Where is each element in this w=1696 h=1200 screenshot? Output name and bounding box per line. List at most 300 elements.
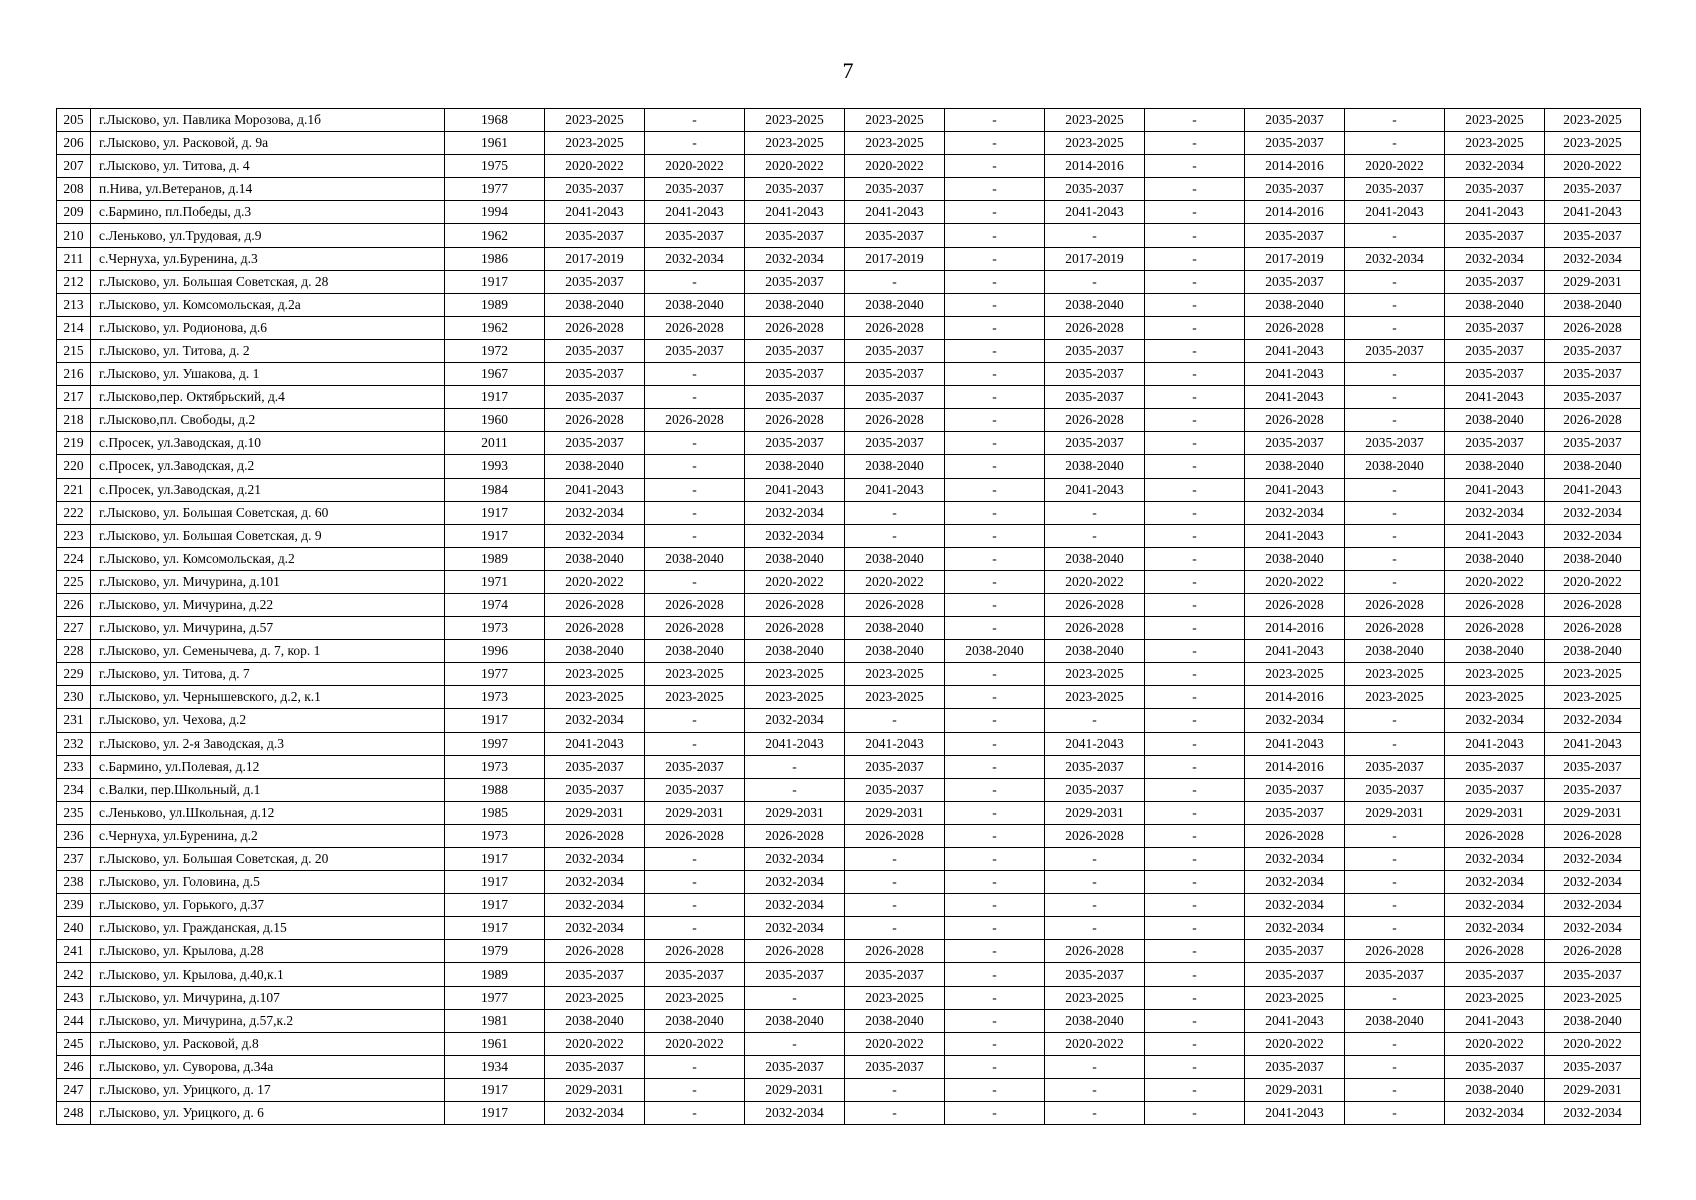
period-cell: 2035-2037 [745,339,845,362]
table-row [57,617,1641,640]
period-cell: 2029-2031 [645,801,745,824]
table-row [57,848,1641,871]
row-number-cell: 224 [57,547,91,570]
period-cell: 2026-2028 [1245,316,1345,339]
year-cell: 1934 [445,1055,545,1078]
row-number-cell: 220 [57,455,91,478]
period-cell: 2041-2043 [1245,1009,1345,1032]
year-cell: 1962 [445,316,545,339]
period-cell: - [1145,871,1245,894]
period-cell: 2032-2034 [745,848,845,871]
period-cell: - [645,109,745,132]
period-cell: - [745,1032,845,1055]
period-cell: 2035-2037 [845,755,945,778]
period-cell: 2035-2037 [1245,224,1345,247]
row-number-cell: 248 [57,1102,91,1125]
period-cell: 2038-2040 [1345,455,1445,478]
period-cell: 2026-2028 [1345,940,1445,963]
period-cell: 2041-2043 [1245,1102,1345,1125]
period-cell: 2026-2028 [745,617,845,640]
period-cell: 2032-2034 [1545,1102,1641,1125]
period-cell: 2026-2028 [545,940,645,963]
period-cell: - [945,432,1045,455]
period-cell: 2026-2028 [1245,824,1345,847]
period-cell: - [945,709,1045,732]
row-number-cell: 232 [57,732,91,755]
period-cell: 2038-2040 [645,640,745,663]
period-cell: 2023-2025 [745,686,845,709]
row-number-cell: 243 [57,986,91,1009]
year-cell: 1979 [445,940,545,963]
period-cell: 2020-2022 [745,570,845,593]
period-cell: 2038-2040 [1345,640,1445,663]
table-row [57,178,1641,201]
period-cell: 2035-2037 [1045,386,1145,409]
year-cell: 1971 [445,570,545,593]
period-cell: - [1345,224,1445,247]
period-cell: 2032-2034 [545,501,645,524]
period-cell: 2038-2040 [1045,455,1145,478]
period-cell: - [645,1055,745,1078]
period-cell: - [1145,824,1245,847]
period-cell: 2041-2043 [1245,524,1345,547]
period-cell: - [1345,570,1445,593]
period-cell: 2029-2031 [1045,801,1145,824]
period-cell: - [645,524,745,547]
period-cell: - [945,178,1045,201]
period-cell: 2041-2043 [1545,732,1641,755]
period-cell: 2041-2043 [1045,201,1145,224]
period-cell: - [945,547,1045,570]
address-cell: г.Лысково, ул. Суворова, д.34а [91,1055,445,1078]
period-cell: 2041-2043 [1245,732,1345,755]
table-row [57,155,1641,178]
row-number-cell: 208 [57,178,91,201]
row-number-cell: 227 [57,617,91,640]
period-cell: 2035-2037 [1345,755,1445,778]
period-cell: - [1345,848,1445,871]
row-number-cell: 240 [57,917,91,940]
period-cell: 2032-2034 [745,917,845,940]
period-cell: - [645,270,745,293]
year-cell: 1917 [445,270,545,293]
address-cell: с.Чернуха, ул.Буренина, д.2 [91,824,445,847]
period-cell: 2020-2022 [645,1032,745,1055]
period-cell: 2023-2025 [545,686,645,709]
period-cell: 2026-2028 [545,617,645,640]
year-cell: 2011 [445,432,545,455]
period-cell: 2035-2037 [1345,432,1445,455]
period-cell: 2041-2043 [1445,524,1545,547]
period-cell: - [645,478,745,501]
period-cell: 2041-2043 [1245,386,1345,409]
year-cell: 1917 [445,871,545,894]
period-cell: 2041-2043 [1445,386,1545,409]
period-cell: - [1345,409,1445,432]
address-cell: г.Лысково, ул. Мичурина, д.22 [91,593,445,616]
period-cell: 2038-2040 [1445,455,1545,478]
address-cell: г.Лысково, ул. Титова, д. 4 [91,155,445,178]
period-cell: 2026-2028 [545,593,645,616]
period-cell: 2041-2043 [1345,201,1445,224]
period-cell: 2041-2043 [745,478,845,501]
period-cell: 2035-2037 [645,178,745,201]
period-cell: 2023-2025 [845,663,945,686]
period-cell: 2020-2022 [545,1032,645,1055]
period-cell: 2020-2022 [845,570,945,593]
period-cell: 2014-2016 [1245,686,1345,709]
row-number-cell: 221 [57,478,91,501]
year-cell: 1972 [445,339,545,362]
period-cell: - [1145,455,1245,478]
period-cell: 2035-2037 [1345,963,1445,986]
year-cell: 1973 [445,617,545,640]
row-number-cell: 236 [57,824,91,847]
period-cell: 2014-2016 [1245,201,1345,224]
period-cell: - [1145,201,1245,224]
period-cell: - [1145,501,1245,524]
period-cell: 2035-2037 [1545,1055,1641,1078]
year-cell: 1973 [445,686,545,709]
period-cell: - [1345,917,1445,940]
period-cell: - [1045,501,1145,524]
row-number-cell: 206 [57,132,91,155]
period-cell: 2038-2040 [1045,1009,1145,1032]
period-cell: 2032-2034 [1445,848,1545,871]
period-cell: 2020-2022 [1545,1032,1641,1055]
period-cell: - [1345,1102,1445,1125]
table-row [57,224,1641,247]
period-cell: 2032-2034 [1445,894,1545,917]
period-cell: 2035-2037 [1245,132,1345,155]
row-number-cell: 230 [57,686,91,709]
address-cell: г.Лысково,пер. Октябрьский, д.4 [91,386,445,409]
period-cell: 2026-2028 [845,940,945,963]
table-row [57,363,1641,386]
period-cell: - [945,524,1045,547]
period-cell: 2035-2037 [845,1055,945,1078]
period-cell: - [1145,732,1245,755]
period-cell: 2035-2037 [745,224,845,247]
period-cell: 2026-2028 [745,593,845,616]
period-cell: 2017-2019 [845,247,945,270]
period-cell: 2020-2022 [1245,1032,1345,1055]
period-cell: - [1045,1078,1145,1101]
period-cell: 2020-2022 [1545,155,1641,178]
period-cell: 2020-2022 [1345,155,1445,178]
row-number-cell: 205 [57,109,91,132]
period-cell: 2035-2037 [845,432,945,455]
period-cell: - [945,940,1045,963]
period-cell: 2032-2034 [1245,501,1345,524]
period-cell: - [945,1032,1045,1055]
period-cell: 2032-2034 [745,871,845,894]
period-cell: 2023-2025 [545,109,645,132]
row-number-cell: 207 [57,155,91,178]
period-cell: 2023-2025 [745,132,845,155]
period-cell: 2032-2034 [545,917,645,940]
period-cell: 2032-2034 [1445,155,1545,178]
period-cell: 2035-2037 [545,386,645,409]
period-cell: - [945,1078,1045,1101]
period-cell: - [1145,986,1245,1009]
table-row [57,894,1641,917]
row-number-cell: 233 [57,755,91,778]
period-cell: - [1145,1102,1245,1125]
period-cell: 2038-2040 [1445,640,1545,663]
period-cell: - [1145,432,1245,455]
period-cell: 2023-2025 [1345,663,1445,686]
period-cell: 2026-2028 [1345,593,1445,616]
period-cell: 2023-2025 [1045,686,1145,709]
year-cell: 1973 [445,755,545,778]
period-cell: 2023-2025 [545,986,645,1009]
table-row [57,940,1641,963]
period-cell: 2038-2040 [1345,1009,1445,1032]
period-cell: 2035-2037 [1245,270,1345,293]
period-cell: 2035-2037 [845,224,945,247]
address-cell: г.Лысково, ул. 2-я Заводская, д.3 [91,732,445,755]
period-cell: - [1345,547,1445,570]
address-cell: г.Лысково, ул. Крылова, д.40,к.1 [91,963,445,986]
period-cell: 2035-2037 [545,963,645,986]
period-cell: - [945,1102,1045,1125]
table-row [57,732,1641,755]
period-cell: - [1145,755,1245,778]
period-cell: 2026-2028 [845,409,945,432]
period-cell: 2035-2037 [1245,432,1345,455]
year-cell: 1989 [445,293,545,316]
period-cell: 2038-2040 [945,640,1045,663]
period-cell: 2029-2031 [1445,801,1545,824]
period-cell: 2032-2034 [745,1102,845,1125]
period-cell: 2026-2028 [845,316,945,339]
year-cell: 1961 [445,1032,545,1055]
period-cell: - [645,871,745,894]
period-cell: 2014-2016 [1245,155,1345,178]
period-cell: - [1345,386,1445,409]
year-cell: 1960 [445,409,545,432]
address-cell: г.Лысково, ул. Чехова, д.2 [91,709,445,732]
year-cell: 1973 [445,824,545,847]
year-cell: 1917 [445,709,545,732]
period-cell: 2029-2031 [745,1078,845,1101]
address-cell: с.Просек, ул.Заводская, д.21 [91,478,445,501]
period-cell: 2035-2037 [1445,178,1545,201]
period-cell: 2038-2040 [1545,293,1641,316]
period-cell: 2035-2037 [1045,339,1145,362]
year-cell: 1917 [445,1078,545,1101]
period-cell: 2035-2037 [845,778,945,801]
year-cell: 1997 [445,732,545,755]
period-cell: 2041-2043 [745,732,845,755]
period-cell: 2035-2037 [845,963,945,986]
period-cell: 2023-2025 [745,663,845,686]
period-cell: 2035-2037 [545,270,645,293]
period-cell: - [645,132,745,155]
period-cell: - [845,917,945,940]
period-cell: 2032-2034 [745,524,845,547]
row-number-cell: 219 [57,432,91,455]
table-row [57,201,1641,224]
period-cell: - [1145,1078,1245,1101]
period-cell: 2032-2034 [1445,501,1545,524]
period-cell: 2038-2040 [745,455,845,478]
row-number-cell: 209 [57,201,91,224]
period-cell: - [645,570,745,593]
period-cell: - [1345,524,1445,547]
address-cell: г.Лысково, ул. Чернышевского, д.2, к.1 [91,686,445,709]
row-number-cell: 217 [57,386,91,409]
address-cell: г.Лысково, ул. Комсомольская, д.2а [91,293,445,316]
period-cell: - [645,432,745,455]
period-cell: 2035-2037 [545,778,645,801]
period-cell: - [945,986,1045,1009]
period-cell: 2026-2028 [745,316,845,339]
period-cell: - [945,501,1045,524]
period-cell: 2023-2025 [1445,986,1545,1009]
table-row [57,1055,1641,1078]
period-cell: - [945,132,1045,155]
buildings-table [56,108,1641,1125]
period-cell: 2032-2034 [1345,247,1445,270]
period-cell: - [1145,155,1245,178]
period-cell: 2038-2040 [545,293,645,316]
period-cell: - [1145,386,1245,409]
period-cell: 2035-2037 [1545,386,1641,409]
period-cell: 2026-2028 [845,824,945,847]
period-cell: - [745,755,845,778]
period-cell: 2026-2028 [1045,617,1145,640]
period-cell: 2038-2040 [745,640,845,663]
address-cell: г.Лысково, ул. Мичурина, д.57 [91,617,445,640]
period-cell: 2035-2037 [745,178,845,201]
year-cell: 1985 [445,801,545,824]
period-cell: 2032-2034 [1445,1102,1545,1125]
period-cell: 2026-2028 [745,824,845,847]
period-cell: 2029-2031 [1545,801,1641,824]
period-cell: - [1145,848,1245,871]
period-cell: 2020-2022 [845,155,945,178]
period-cell: - [645,501,745,524]
period-cell: - [945,871,1045,894]
period-cell: 2041-2043 [1445,1009,1545,1032]
period-cell: - [945,801,1045,824]
period-cell: 2026-2028 [1545,824,1641,847]
table-row [57,132,1641,155]
period-cell: 2035-2037 [1045,432,1145,455]
period-cell: 2035-2037 [645,755,745,778]
table-row [57,293,1641,316]
row-number-cell: 244 [57,1009,91,1032]
period-cell: 2032-2034 [745,894,845,917]
table-row [57,871,1641,894]
period-cell: 2041-2043 [1245,478,1345,501]
period-cell: 2023-2025 [1545,109,1641,132]
year-cell: 1917 [445,848,545,871]
period-cell: 2035-2037 [1545,339,1641,362]
period-cell: 2023-2025 [1445,686,1545,709]
period-cell: 2038-2040 [645,547,745,570]
period-cell: 2017-2019 [545,247,645,270]
period-cell: - [945,1055,1045,1078]
period-cell: 2041-2043 [1545,201,1641,224]
period-cell: 2029-2031 [1545,270,1641,293]
address-cell: г.Лысково, ул. Родионова, д.6 [91,316,445,339]
row-number-cell: 234 [57,778,91,801]
period-cell: - [1345,363,1445,386]
period-cell: 2026-2028 [1445,940,1545,963]
address-cell: г.Лысково, ул. Головина, д.5 [91,871,445,894]
period-cell: - [945,848,1045,871]
period-cell: 2020-2022 [545,570,645,593]
period-cell: 2035-2037 [1445,432,1545,455]
address-cell: с.Чернуха, ул.Буренина, д.3 [91,247,445,270]
year-cell: 1917 [445,501,545,524]
period-cell: 2035-2037 [1445,224,1545,247]
period-cell: 2035-2037 [1445,363,1545,386]
period-cell: 2041-2043 [745,201,845,224]
period-cell: - [845,1078,945,1101]
period-cell: 2029-2031 [545,1078,645,1101]
period-cell: - [1345,316,1445,339]
table-row [57,986,1641,1009]
period-cell: 2032-2034 [1245,871,1345,894]
period-cell: 2041-2043 [1045,732,1145,755]
period-cell: 2026-2028 [645,617,745,640]
period-cell: 2020-2022 [1545,570,1641,593]
period-cell: 2035-2037 [1045,778,1145,801]
period-cell: 2026-2028 [1545,593,1641,616]
address-cell: г.Лысково, ул. Расковой, д. 9а [91,132,445,155]
period-cell: 2032-2034 [545,848,645,871]
period-cell: - [945,316,1045,339]
period-cell: 2026-2028 [1545,409,1641,432]
period-cell: 2035-2037 [545,178,645,201]
period-cell: 2026-2028 [545,824,645,847]
period-cell: 2032-2034 [545,524,645,547]
period-cell: - [1145,709,1245,732]
address-cell: с.Бармино, ул.Полевая, д.12 [91,755,445,778]
period-cell: - [945,663,1045,686]
period-cell: - [945,363,1045,386]
period-cell: - [645,917,745,940]
period-cell: 2029-2031 [545,801,645,824]
period-cell: - [645,894,745,917]
period-cell: 2014-2016 [1245,755,1345,778]
period-cell: - [1345,871,1445,894]
table-row [57,1078,1641,1101]
address-cell: г.Лысково, ул. Большая Советская, д. 20 [91,848,445,871]
address-cell: с.Леньково, ул.Трудовая, д.9 [91,224,445,247]
address-cell: г.Лысково, ул. Мичурина, д.57,к.2 [91,1009,445,1032]
year-cell: 1962 [445,224,545,247]
period-cell: 2041-2043 [545,201,645,224]
period-cell: 2023-2025 [845,109,945,132]
period-cell: - [1145,478,1245,501]
period-cell: 2038-2040 [1245,455,1345,478]
period-cell: 2032-2034 [545,709,645,732]
period-cell: 2035-2037 [1345,178,1445,201]
address-cell: п.Нива, ул.Ветеранов, д.14 [91,178,445,201]
year-cell: 1986 [445,247,545,270]
period-cell: - [1145,940,1245,963]
period-cell: 2035-2037 [745,1055,845,1078]
period-cell: 2029-2031 [1245,1078,1345,1101]
period-cell: 2041-2043 [545,732,645,755]
period-cell: - [945,593,1045,616]
period-cell: 2026-2028 [1045,593,1145,616]
